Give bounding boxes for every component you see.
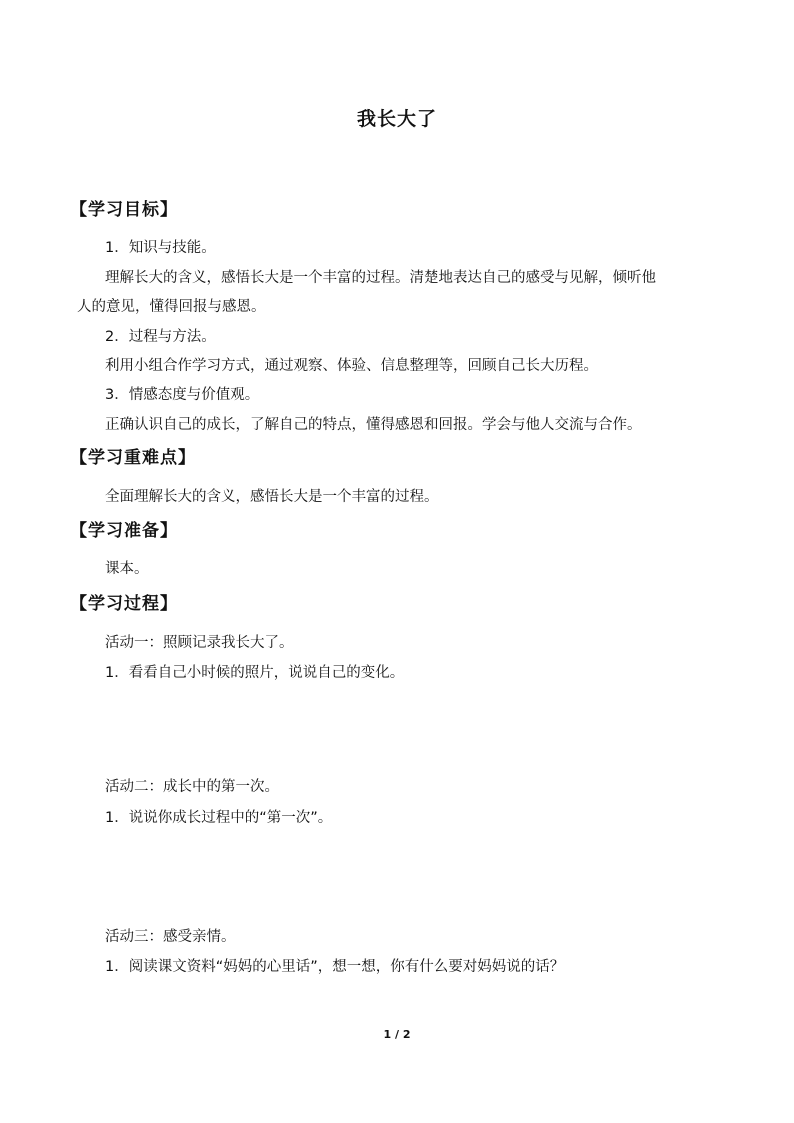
section-heading-goals: 【学习目标】 xyxy=(70,200,178,220)
key-points-text: 全面理解长大的含义，感悟长大是一个丰富的过程。 xyxy=(105,489,439,505)
goal-item-3: 3．情感态度与价值观。 xyxy=(105,387,260,403)
section-heading-process: 【学习过程】 xyxy=(70,594,178,614)
goal-item-1-text-cont: 人的意见，懂得回报与感恩。 xyxy=(77,299,266,315)
page-number: 1 / 2 xyxy=(383,1028,411,1041)
activity-3-title: 活动三：感受亲情。 xyxy=(105,929,236,945)
activity-3-question: 1．阅读课文资料“妈妈的心里话”，想一想，你有什么要对妈妈说的话？ xyxy=(105,959,565,975)
goal-item-2-text: 利用小组合作学习方式，通过观察、体验、信息整理等，回顾自己长大历程。 xyxy=(105,358,598,374)
activity-1-question: 1．看看自己小时候的照片，说说自己的变化。 xyxy=(105,665,405,681)
page-title: 我长大了 xyxy=(356,108,437,130)
section-heading-key-points: 【学习重难点】 xyxy=(70,448,196,468)
goal-item-2: 2．过程与方法。 xyxy=(105,329,216,345)
activity-2-question: 1．说说你成长过程中的“第一次”。 xyxy=(105,810,333,826)
preparation-text: 课本。 xyxy=(105,561,149,577)
activity-1-title: 活动一：照顾记录我长大了。 xyxy=(105,635,294,651)
goal-item-1-text: 理解长大的含义，感悟长大是一个丰富的过程。清楚地表达自己的感受与见解，倾听他 xyxy=(105,270,656,286)
goal-item-3-text: 正确认识自己的成长，了解自己的特点，懂得感恩和回报。学会与他人交流与合作。 xyxy=(105,417,642,433)
section-heading-preparation: 【学习准备】 xyxy=(70,521,178,541)
goal-item-1: 1．知识与技能。 xyxy=(105,240,216,256)
activity-2-title: 活动二：成长中的第一次。 xyxy=(105,779,279,795)
